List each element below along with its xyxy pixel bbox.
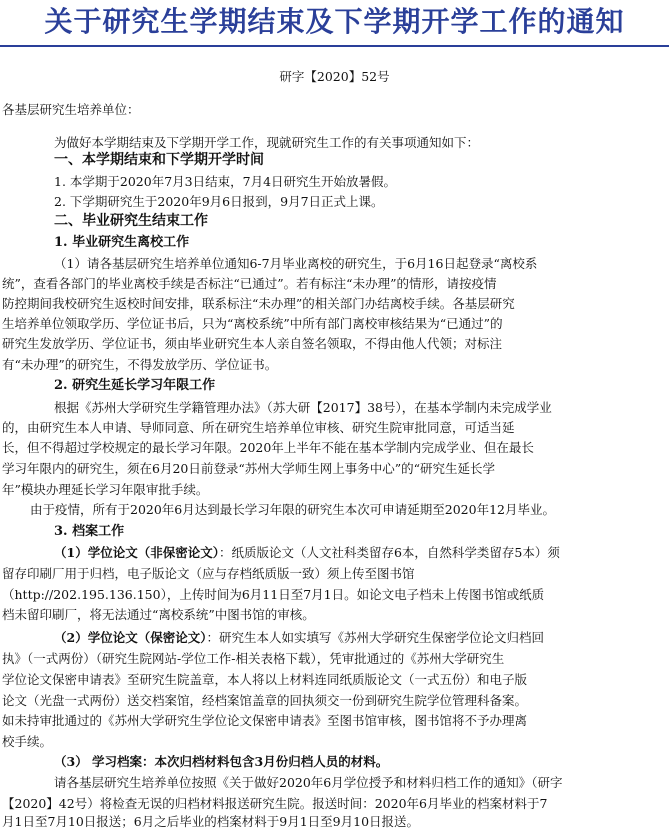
section-1-heading: 一、本学期结束和下学期开学时间	[54, 152, 264, 168]
item-1-label: （1）学位论文（非保密论文）	[54, 545, 219, 560]
paragraph-line: 请各基层研究生培养单位按照《关于做好2020年6月学位授予和材料归档工作的通知》（研字	[54, 775, 563, 790]
paragraph-line: 由于疫情，所有于2020年6月达到最长学习年限的研究生本次可申请延期至2020年12月毕业。	[30, 502, 555, 517]
paragraph-line: 生培养单位领取学历、学位证书后，只为“离校系统”中所有部门离校审核结果为“已通过”的	[2, 316, 503, 331]
paragraph-line: 校手续。	[2, 734, 53, 749]
paragraph-line: 年”模块办理延长学习年限审批手续。	[2, 482, 209, 497]
paragraph-line: 执》（一式两份）（研究生院网站-学位工作-相关表格下载），凭审批通过的《苏州大学研究生	[2, 651, 505, 666]
paragraph-line: 根据《苏州大学研究生学籍管理办法》（苏大研【2017】38号），在基本学制内未完成学业	[54, 400, 552, 415]
paragraph-line: （1）请各基层研究生培养单位通知6-7月毕业离校的研究生，于6月16日起登录“离校系	[54, 256, 538, 271]
intro-paragraph: 为做好本学期结束及下学期开学工作，现就研究生工作的有关事项通知如下：	[54, 135, 480, 150]
paragraph-line: （http://202.195.136.150），上传时间为6月11日至7月1日。如论文电子档未上传图书馆或纸质	[2, 587, 545, 602]
salutation: 各基层研究生培养单位：	[2, 102, 140, 117]
subsection-1-heading: 1. 毕业研究生离校工作	[54, 235, 190, 250]
paragraph-line: 的，由研究生本人申请、导师同意、所在研究生培养单位审核、研究生院审批同意，可适当延	[2, 420, 515, 435]
paragraph-line: 学位论文保密申请表》至研究生院盖章，本人将以上材料连同纸质版论文（一式五份）和电子版	[2, 672, 528, 687]
paragraph-line: 有“未办理”的研究生，不得发放学历、学位证书。	[2, 357, 278, 372]
document-title: 关于研究生学期结束及下学期开学工作的通知	[44, 5, 625, 38]
paragraph-line: 学习年限内的研究生，须在6月20日前登录“苏州大学师生网上事务中心”的“研究生延长学	[2, 461, 496, 476]
paragraph-line: 统”，查看各部门的毕业离校手续是否标注“已通过”。若有标注“未办理”的情形，请按疫情	[2, 276, 497, 291]
paragraph-line: 研究生发放学历、学位证书，须由毕业研究生本人亲自签名领取，不得由他人代领；对标注	[2, 336, 503, 351]
paragraph-line: 月1日至7月10日报送；6月之后毕业的档案材料于9月1日至9月10日报送。	[2, 814, 420, 829]
paragraph-line	[54, 628, 544, 647]
paragraph-line: 档未留印刷厂，将无法通过“离校系统”中图书馆的审核。	[2, 607, 315, 622]
section-1-item: 1. 本学期于2020年7月3日结束，7月4日研究生开始放暑假。	[54, 174, 397, 189]
item-2-label: （2）学位论文（保密论文）	[54, 630, 207, 645]
section-2-heading: 二、毕业研究生结束工作	[54, 213, 208, 229]
item-1-text: ：纸质版论文（人文社科类留存6本，自然科学类留存5本）须	[218, 545, 560, 560]
paragraph-line: 【2020】42号）将检查无误的归档材料报送研究生院。报送时间：2020年6月毕业的档案材料于7	[2, 796, 548, 811]
item-3-heading: （3） 学习档案：本次归档材料包含3月份归档人员的材料。	[54, 754, 389, 769]
section-1-item: 2. 下学期研究生于2020年9月6日报到，9月7日正式上课。	[54, 194, 384, 209]
subsection-2-heading: 2. 研究生延长学习年限工作	[54, 378, 216, 393]
subsection-3-heading: 3. 档案工作	[54, 524, 125, 539]
paragraph-line: 如未持审批通过的《苏州大学研究生学位论文保密申请表》至图书馆审核，图书馆将不予办理离	[2, 713, 528, 728]
doc-number: 研字【2020】52号	[279, 69, 390, 84]
paragraph-line	[54, 543, 560, 562]
paragraph-line: 防控期间我校研究生返校时间安排，联系标注“未办理”的相关部门办结离校手续。各基层研究	[2, 296, 515, 311]
paragraph-line: 论文（光盘一式两份）送交档案馆，经档案馆盖章的回执须交一份到研究生院学位管理科备案。	[2, 693, 528, 708]
title-divider	[0, 45, 669, 47]
paragraph-line: 长，但不得超过学校规定的最长学习年限。2020年上半年不能在基本学制内完成学业、但在最长	[2, 440, 534, 455]
paragraph-line: 留存印刷厂用于归档，电子版论文（应与存档纸质版一致）须上传至图书馆	[2, 566, 415, 581]
item-2-text: ：研究生本人如实填写《苏州大学研究生保密学位论文归档回	[206, 630, 544, 645]
